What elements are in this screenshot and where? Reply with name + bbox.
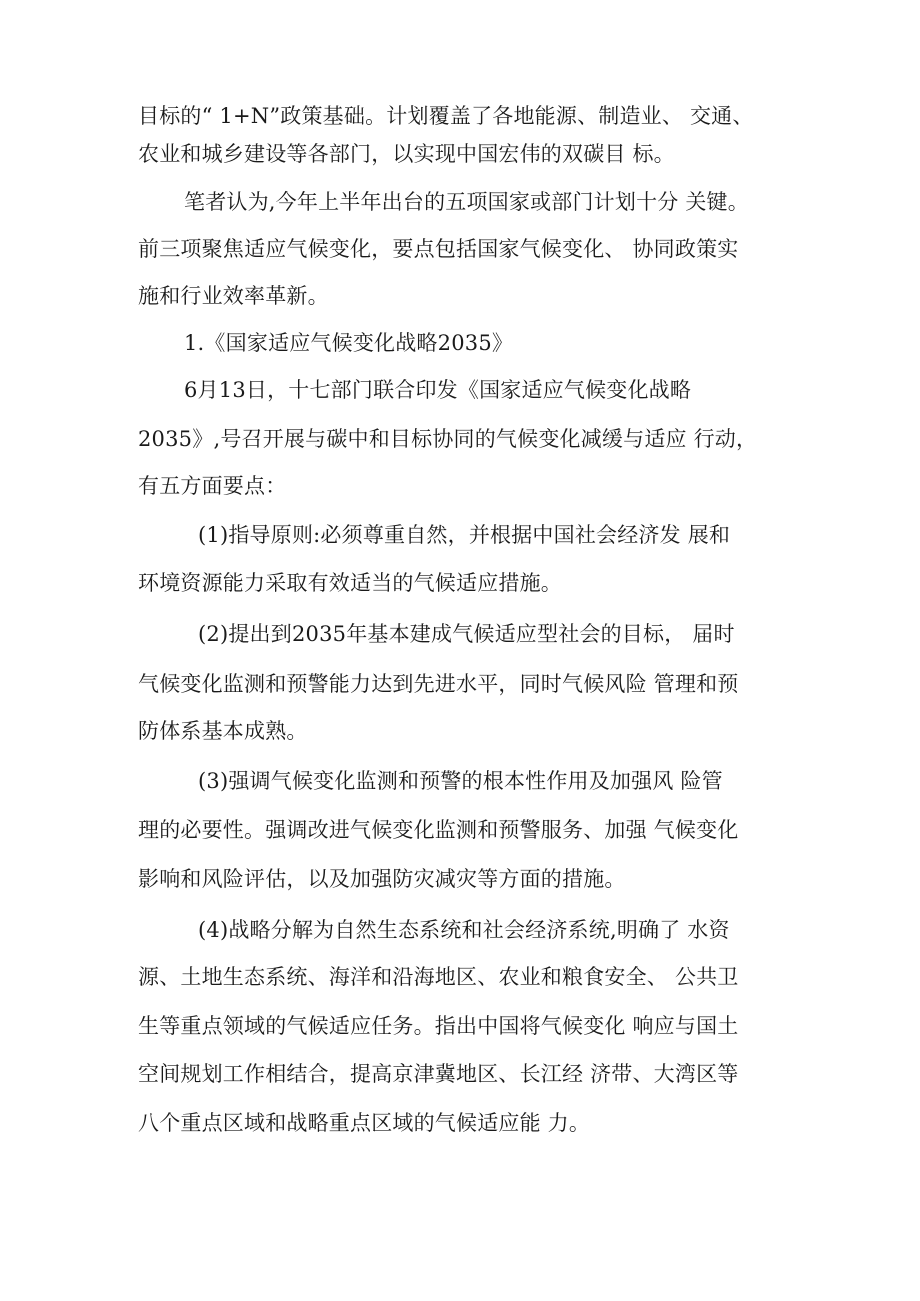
text-line-4: 前三项聚焦适应气候变化，要点包括国家气候变化、 协同政策实 <box>138 237 739 261</box>
text-line-3: 笔者认为,今年上半年出台的五项国家或部门计划十分 关键。 <box>184 190 749 214</box>
text-line-20: 生等重点领域的气候适应任务。指出中国将气候变化 响应与国土 <box>138 1014 739 1038</box>
text-line-14: 防体系基本成熟。 <box>138 719 308 743</box>
text-line-12: (2)提出到2035年基本建成气候适应型社会的目标， 届时 <box>198 622 735 646</box>
section-heading: 1.《国家适应气候变化战略2035》 <box>184 331 514 355</box>
text-line-1: 目标的“ 1+N”政策基础。计划覆盖了各地能源、制造业、 交通、 <box>138 104 754 128</box>
text-line-5: 施和行业效率革新。 <box>138 284 329 308</box>
text-line-10: (1)指导原则:必须尊重自然，并根据中国社会经济发 展和 <box>198 523 731 547</box>
text-line-16: 理的必要性。强调改进气候变化监测和预警服务、加强 气候变化 <box>138 818 739 842</box>
text-line-8: 2035》,号召开展与碳中和目标协同的气候变化减缓与适应 行动， <box>138 427 758 451</box>
text-line-9: 有五方面要点： <box>138 474 287 498</box>
text-line-17: 影响和风险评估，以及加强防灾减灾等方面的措施。 <box>138 867 626 891</box>
text-line-7: 6月13日，十七部门联合印发《国家适应气候变化战略 <box>184 378 692 402</box>
text-line-13: 气候变化监测和预警能力达到先进水平，同时气候风险 管理和预 <box>138 672 739 696</box>
text-line-22: 八个重点区域和战略重点区域的气候适应能 力。 <box>138 1111 591 1135</box>
text-line-18: (4)战略分解为自然生态系统和社会经济系统,明确了 水资 <box>198 918 730 942</box>
text-line-15: (3)强调气候变化监测和预警的根本性作用及加强风 险管 <box>198 769 723 793</box>
text-line-21: 空间规划工作相结合，提高京津冀地区、长江经 济带、大湾区等 <box>138 1062 739 1086</box>
text-line-19: 源、土地生态系统、海洋和沿海地区、农业和粮食安全、 公共卫 <box>138 965 739 989</box>
text-line-11: 环境资源能力采取有效适当的气候适应措施。 <box>138 571 562 595</box>
text-line-2: 农业和城乡建设等各部门，以实现中国宏伟的双碳目 标。 <box>138 142 675 166</box>
